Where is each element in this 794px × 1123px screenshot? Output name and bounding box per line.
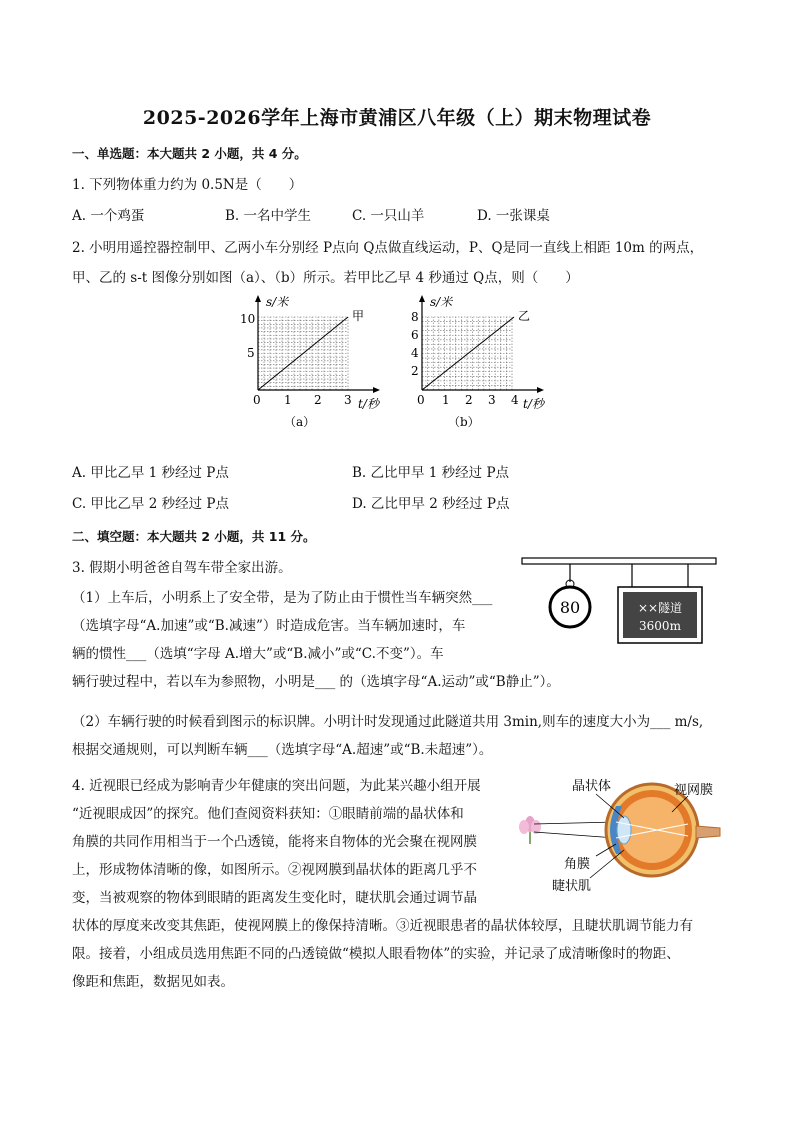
graph-a (228, 292, 398, 432)
q1-option-d: D. 一张课桌 (477, 208, 550, 224)
q1-option-c: C. 一只山羊 (352, 208, 425, 224)
graph-a-xlabel: t/秒 (358, 397, 379, 411)
optic-nerve (696, 826, 720, 838)
q3-part2-line2: 根据交通规则，可以判断车辆___（选填字母“A.超速”或“B.未超速”）。 (72, 742, 493, 758)
graph-b-series-label: 乙 (518, 309, 531, 323)
question-3-stem: 3. 假期小明爸爸自驾车带全家出游。 (72, 560, 292, 576)
q4-line2: “近视眼成因”的探究。他们查阅资料获知：①眼睛前端的晶状体和 (72, 806, 464, 822)
section-heading-single-choice: 一、单选题：本大题共 2 小题，共 4 分。 (72, 146, 307, 161)
q4-line4: 上，形成物体清晰的像，如图所示。②视网膜到晶状体的距离几乎不 (72, 862, 477, 878)
graph-b-xtick-1: 1 (442, 393, 450, 407)
q2-option-b: B. 乙比甲早 1 秒经过 P点 (352, 465, 510, 481)
graph-a-ytick-10: 10 (240, 312, 256, 326)
q1-option-b: B. 一名中学生 (225, 208, 312, 224)
question-1-stem: 1. 下列物体重力约为 0.5N是（ ） (72, 177, 303, 193)
q1-option-a: A. 一个鸡蛋 (72, 208, 145, 224)
tunnel-sign-name: ××隧道 (637, 601, 683, 615)
q3-part1-line3: 辆的惯性___（选填“字母 A.增大”或“B.减小”或“C.不变”）。车 (72, 646, 444, 662)
graph-b-xtick-0: 0 (417, 393, 425, 407)
graph-b-xlabel: t/秒 (523, 397, 544, 411)
q4-line1: 4. 近视眼已经成为影响青少年健康的突出问题，为此某兴趣小组开展 (72, 778, 481, 794)
page-title: 2025-2026学年上海市黄浦区八年级（上）期末物理试卷 (142, 107, 652, 129)
graph-a-xtick-0: 0 (253, 393, 261, 407)
graph-b-ytick-2: 2 (411, 364, 419, 378)
graph-a-ytick-5: 5 (247, 346, 255, 360)
label-lens: 晶状体 (572, 779, 612, 794)
graph-b-ylabel: s/米 (430, 295, 453, 309)
sign-gantry-beam (522, 558, 716, 564)
q4-line6: 状体的厚度来改变其焦距，使视网膜上的像保持清晰。③近视眼患者的晶状体较厚，且睫状肌调节能力有 (72, 918, 693, 934)
q2-option-a: A. 甲比乙早 1 秒经过 P点 (72, 465, 229, 481)
label-retina: 视网膜 (674, 783, 714, 798)
q3-part1-line2: （选填字母“A.加速”或“B.减速”）时造成危害。当车辆加速时，车 (72, 618, 466, 634)
graph-b-ytick-8: 8 (411, 310, 419, 324)
question-4 (72, 772, 693, 996)
q2-option-c: C. 甲比乙早 2 秒经过 P点 (72, 496, 229, 512)
graph-b-xtick-2: 2 (465, 393, 473, 407)
graph-b (392, 292, 562, 432)
graph-b-caption: （b） (448, 415, 480, 429)
graph-a-y-arrow (255, 295, 261, 302)
label-ciliary-muscle: 睫状肌 (552, 879, 592, 894)
question-2-stem-line1: 2. 小明用遥控器控制甲、乙两小车分别经 P点向 Q点做直线运动，P、Q是同一直线上相距 10m 的两点， (72, 240, 704, 256)
graph-a-x-arrow (373, 387, 380, 393)
question-3-part-2 (72, 708, 703, 764)
graph-a-xtick-3: 3 (344, 393, 352, 407)
graph-b-x-arrow (537, 387, 544, 393)
section-heading-fill-in: 二、填空题：本大题共 2 小题，共 11 分。 (72, 529, 316, 544)
question-3-part-1 (72, 584, 560, 696)
label-cornea: 角膜 (564, 857, 591, 872)
graph-a-caption: （a） (284, 415, 316, 429)
graph-b-y-arrow (419, 295, 425, 302)
q3-part2-line1: （2）车辆行驶的时候看到图示的标识牌。小明计时发现通过此隧道共用 3min,则车的速度大小为___ m/s, (72, 714, 704, 730)
graph-a-ylabel: s/米 (266, 295, 289, 309)
q4-line8: 像距和焦距，数据见如表。 (72, 974, 234, 990)
graph-a-series-label: 甲 (352, 309, 365, 323)
q4-line5: 变，当被观察的物体到眼睛的距离发生变化时，睫状肌会通过调节晶 (72, 890, 477, 906)
speed-limit-value: 80 (559, 598, 581, 617)
q3-part1-line4: 辆行驶过程中，若以车为参照物，小明是___ 的（选填字母“A.运动”或“B静止”）。 (72, 674, 560, 690)
graph-b-ytick-6: 6 (411, 328, 419, 342)
tunnel-sign-length: 3600m (639, 619, 681, 633)
graph-b-xtick-4: 4 (511, 393, 519, 407)
graph-a-xtick-1: 1 (284, 393, 292, 407)
q4-line3: 角膜的共同作用相当于一个凸透镜，能将来自物体的光会聚在视网膜 (72, 834, 477, 850)
graph-a-xtick-2: 2 (314, 393, 322, 407)
q3-part1-line1: （1）上车后，小明系上了安全带，是为了防止由于惯性当车辆突然___ (72, 590, 493, 606)
q4-line7: 限。接着，小组成员选用焦距不同的凸透镜做“模拟人眼看物体”的实验，并记录了成清晰像时的物距、 (72, 946, 680, 962)
graph-b-xtick-3: 3 (488, 393, 496, 407)
q2-option-d: D. 乙比甲早 2 秒经过 P点 (352, 496, 510, 512)
graph-b-ytick-4: 4 (411, 346, 419, 360)
question-2-stem-line2: 甲、乙的 s-t 图像分别如图（a）、（b）所示。若甲比乙早 4 秒通过 Q点，则（ ） (72, 270, 579, 286)
